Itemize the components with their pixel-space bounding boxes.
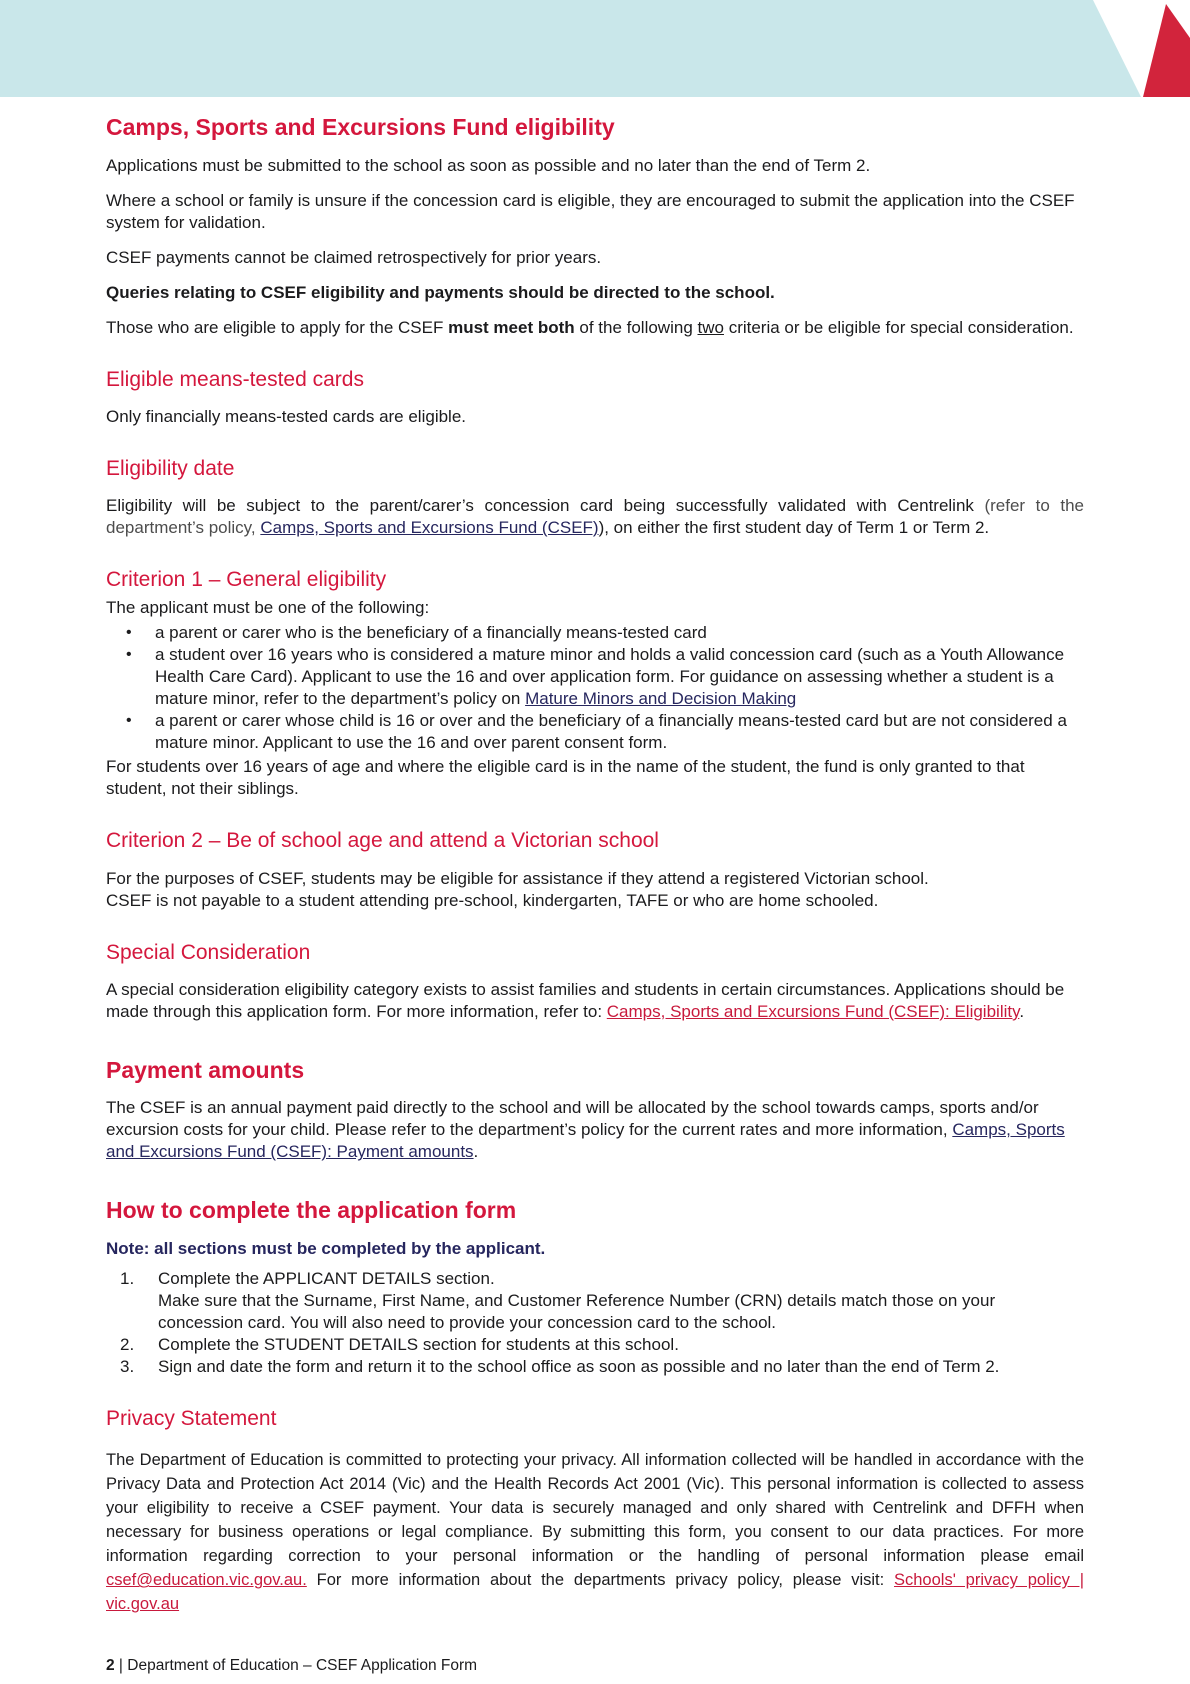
csef-eligibility-link[interactable]: Camps, Sports and Excursions Fund (CSEF): Eligibility — [606, 1001, 1020, 1021]
heading-payment-amounts: Payment amounts — [106, 1056, 305, 1083]
para-criteria: Those who are eligible to apply for the CSEF must meet both of the following two criteria or be eligible for special consideration. — [106, 317, 1074, 337]
criterion1-bullet-list — [106, 622, 1084, 754]
list-item: • a student over 16 years who is considered a mature minor and holds a valid concession card (such as a Youth Allowance Health Care Card). Applicant to use the 16 and over application form. For guidance on assessing whether a student is a mature minor, refer to the department’s policy on Mature Minors and Decision Making — [106, 644, 1084, 710]
how-to-step-list — [106, 1268, 1084, 1378]
csef-policy-link[interactable]: Camps, Sports and Excursions Fund (CSEF) — [260, 518, 599, 538]
heading-special-consideration: Special Consideration — [106, 940, 311, 964]
list-item: Complete the STUDENT DETAILS section for students at this school. — [158, 1335, 679, 1355]
para-applicant-intro: The applicant must be one of the following: — [106, 598, 430, 618]
heading-eligibility-date: Eligibility date — [106, 456, 235, 480]
heading-csef-eligibility: Camps, Sports and Excursions Fund eligibility — [106, 114, 615, 140]
csef-payment-amounts-link[interactable]: Camps, Sports and Excursions Fund (CSEF): Payment amounts — [106, 1120, 1065, 1162]
para-queries: Queries relating to CSEF eligibility and payments should be directed to the school. — [106, 282, 775, 302]
para-eligibility-date: Eligibility will be subject to the parent/carer’s concession card being successfully validated with Centrelink (refer to the department’s policy, Camps, Sports and Excursions Fund (CSEF)), on either the first student day of Term 1 or Term 2. — [106, 496, 1084, 538]
csef-email-link[interactable]: csef@education.vic.gov.au. — [106, 1571, 307, 1590]
heading-criterion-1: Criterion 1 – General eligibility — [106, 568, 387, 592]
page-footer: 2 | Department of Education – CSEF Application Form — [106, 1657, 478, 1675]
heading-privacy-statement: Privacy Statement — [106, 1407, 277, 1431]
heading-means-tested-cards: Eligible means-tested cards — [106, 367, 364, 391]
heading-how-to-complete: How to complete the application form — [106, 1197, 517, 1224]
mature-minors-link[interactable]: Mature Minors and Decision Making — [525, 689, 797, 709]
para-applications-deadline: Applications must be submitted to the school as soon as possible and no later than the end of Term 2. — [106, 155, 871, 175]
para-retrospective: CSEF payments cannot be claimed retrospectively for prior years. — [106, 247, 602, 267]
para-payment-amounts: The CSEF is an annual payment paid directly to the school and will be allocated by the school towards camps, sports and/or excursion costs for your child. Please refer to the department’s policy for the current rates and more information, Camps, Sports and Excursions Fund (CSEF): Payment amounts. — [106, 1098, 1065, 1162]
para-note-all-sections: Note: all sections must be completed by the applicant. — [106, 1239, 546, 1259]
para-unsure-card: Where a school or family is unsure if the concession card is eligible, they are encouraged to submit the application into the CSEF system for validation. — [106, 190, 1075, 232]
para-victorian-school: For the purposes of CSEF, students may be eligible for assistance if they attend a registered Victorian school. CSEF is not payable to a student attending pre-school, kindergarten, TAFE or who are home schooled. — [106, 868, 929, 910]
list-item: Sign and date the form and return it to the school office as soon as possible and no later than the end of Term 2. — [158, 1357, 1000, 1377]
para-special-consideration: A special consideration eligibility category exists to assist families and students in certain circumstances. Applications should be made through this application form. For more information, refer to: Camps, Sports and Excursions Fund (CSEF): Eligibility. — [106, 979, 1065, 1021]
para-means-tested: Only financially means-tested cards are eligible. — [106, 406, 467, 426]
list-item: Complete the APPLICANT DETAILS section. Make sure that the Surname, First Name, and Customer Reference Number (CRN) details match those on your concession card. You will also need to provide your concession card to the school. — [158, 1269, 996, 1333]
para-privacy-statement: The Department of Education is committed to protecting your privacy. All information collected will be handled in accordance with the Privacy Data and Protection Act 2014 (Vic) and the Health Records Act 2001 (Vic). This personal information is collected to assess your eligibility to receive a CSEF payment. Your data is securely managed and only shared with Centrelink and DFFH when necessary for business operations or legal compliance. By submitting this form, you consent to our data practices. For more information regarding correction to your personal information or the handling of personal information please email csef@education.vic.gov.au. For more information about the departments privacy policy, please visit: Schools' privacy policy | vic.gov.au — [106, 1451, 1084, 1614]
schools-privacy-policy-link[interactable]: Schools' privacy policy | vic.gov.au — [106, 1571, 1084, 1614]
heading-criterion-2: Criterion 2 – Be of school age and attend a Victorian school — [106, 829, 659, 853]
list-item: • a parent or carer who is the beneficiary of a financially means-tested card — [106, 622, 1084, 644]
list-item: • a parent or carer whose child is 16 or over and the beneficiary of a financially means-tested card but are not considered a mature minor. Applicant to use the 16 and over parent consent form. — [106, 710, 1084, 754]
para-over-16: For students over 16 years of age and where the eligible card is in the name of the student, the fund is only granted to that student, not their siblings. — [106, 757, 1025, 799]
